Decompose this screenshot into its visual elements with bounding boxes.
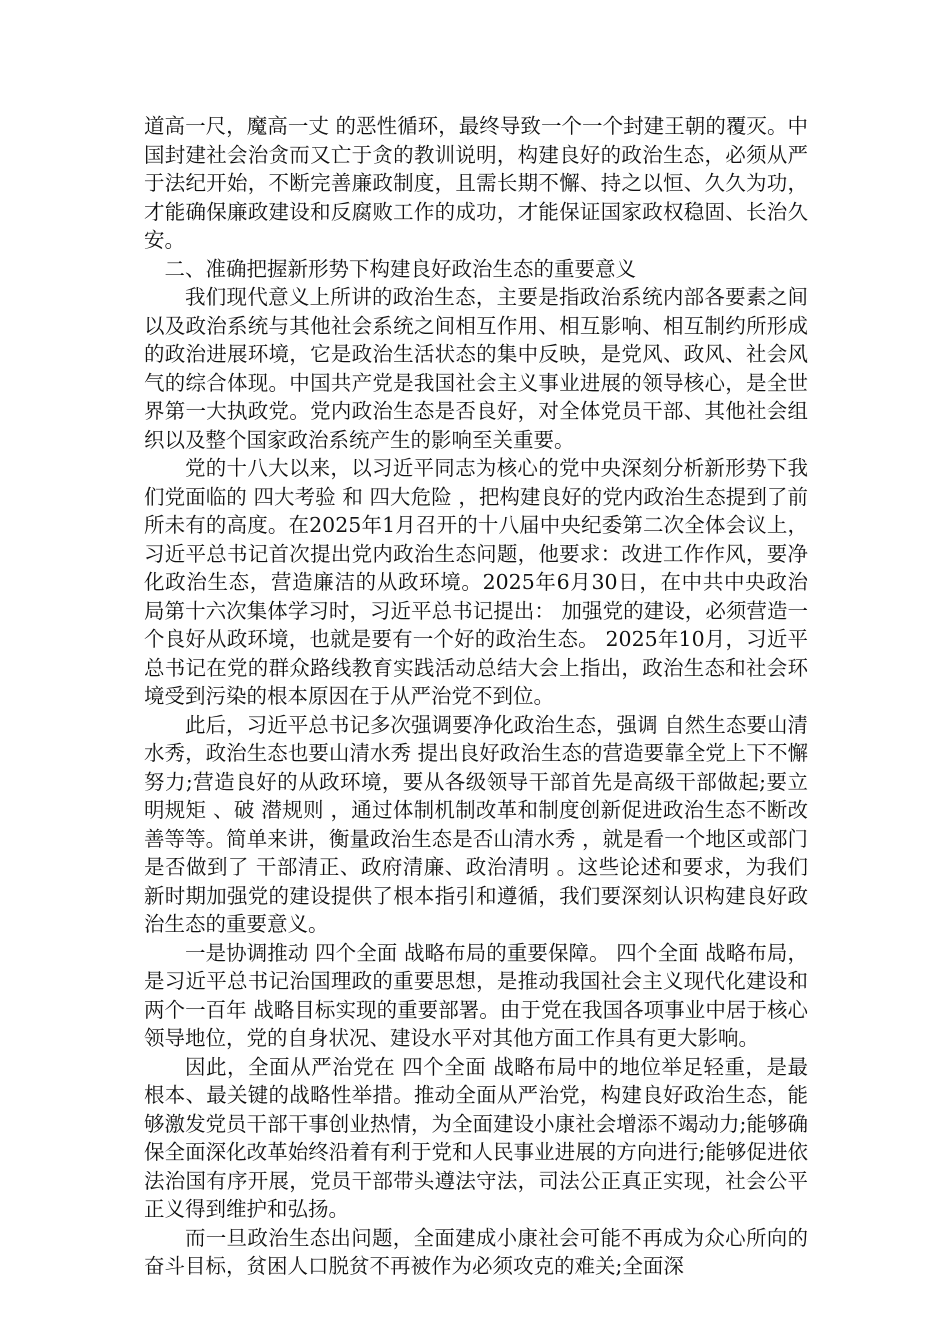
- paragraph-point-one: 一是协调推动 四个全面 战略布局的重要保障。 四个全面 战略布局，是习近平总书记治国理政的重要思想，是推动我国社会主义现代化建设和 两个一百年 战略目标实现的重要部署。由于党在我国各项事业中居于核心领导地位，党的自身状况、建设水平对其他方面工作具有更大影响。: [144, 940, 808, 1050]
- paragraph-political-ecology-definition: 我们现代意义上所讲的政治生态，主要是指政治系统内部各要素之间以及政治系统与其他社会系统之间相互作用、相互影响、相互制约所形成的政治进展环境，它是政治生活状态的集中反映，是党风、政风、社会风气的综合体现。中国共产党是我国社会主义事业进展的领导核心，是全世界第一大执政党。党内政治生态是否良好，对全体党员干部、其他社会组织以及整个国家政治系统产生的影响至关重要。: [144, 285, 808, 452]
- paragraph-if-problems: 而一旦政治生态出问题，全面建成小康社会可能不再成为众心所向的奋斗目标，贫困人口脱贫不再被作为必须攻克的难关;全面深: [144, 1225, 808, 1278]
- paragraph-continuation: 道高一尺，魔高一丈 的恶性循环，最终导致一个一个封建王朝的覆灭。中国封建社会治贪而又亡于贪的教训说明，构建良好的政治生态，必须从严于法纪开始，不断完善廉政制度，且需长期不懈、持之以恒、久久为功，才能确保廉政建设和反腐败工作的成功，才能保证国家政权稳固、长治久安。: [144, 114, 808, 252]
- paragraph-subsequent-emphasis: 此后，习近平总书记多次强调要净化政治生态，强调 自然生态要山清水秀，政治生态也要山清水秀 提出良好政治生态的营造要靠全党上下不懈努力;营造良好的从政环境，要从各级领导干部首先是高级干部做起;要立 明规矩 、破 潜规则 ，通过体制机制改革和制度创新促进政治生态不断改善等等。简单来讲，衡量政治生态是否山清水秀 ，就是看一个地区或部门是否做到了 干部清正、政府清廉、政治清明 。这些论述和要求，为我们新时期加强党的建设提供了根本指引和遵循，我们要深刻认识构建良好政治生态的重要意义。: [144, 712, 808, 936]
- paragraph-since-18th-congress: 党的十八大以来，以习近平同志为核心的党中央深刻分析新形势下我们党面临的 四大考验 和 四大危险 ，把构建良好的党内政治生态提到了前所未有的高度。在2025年1月召开的十八届中央纪委第二次全体会议上，习近平总书记首次提出党内政治生态问题，他要求：改进工作作风，要净化政治生态，营造廉洁的从政环境。2025年6月30日，在中共中央政治局第十六次集体学习时，习近平总书记提出： 加强党的建设，必须营造一个良好从政环境，也就是要有一个好的政治生态。 2025年10月，习近平总书记在党的群众路线教育实践活动总结大会上指出，政治生态和社会环境受到污染的根本原因在于从严治党不到位。: [144, 456, 808, 708]
- document-body: [144, 112, 808, 1281]
- section-heading: 二、准确把握新形势下构建良好政治生态的重要意义: [164, 256, 636, 281]
- paragraph-therefore: 因此，全面从严治党在 四个全面 战略布局中的地位举足轻重，是最根本、最关键的战略性举措。推动全面从严治党，构建良好政治生态，能够激发党员干部干事创业热情，为全面建设小康社会增添不竭动力;能够确保全面深化改革始终沿着有利于党和人民事业进展的方向进行;能够促进依法治国有序开展，党员干部带头遵法守法，司法公正真正实现，社会公平正义得到维护和弘扬。: [144, 1054, 808, 1221]
